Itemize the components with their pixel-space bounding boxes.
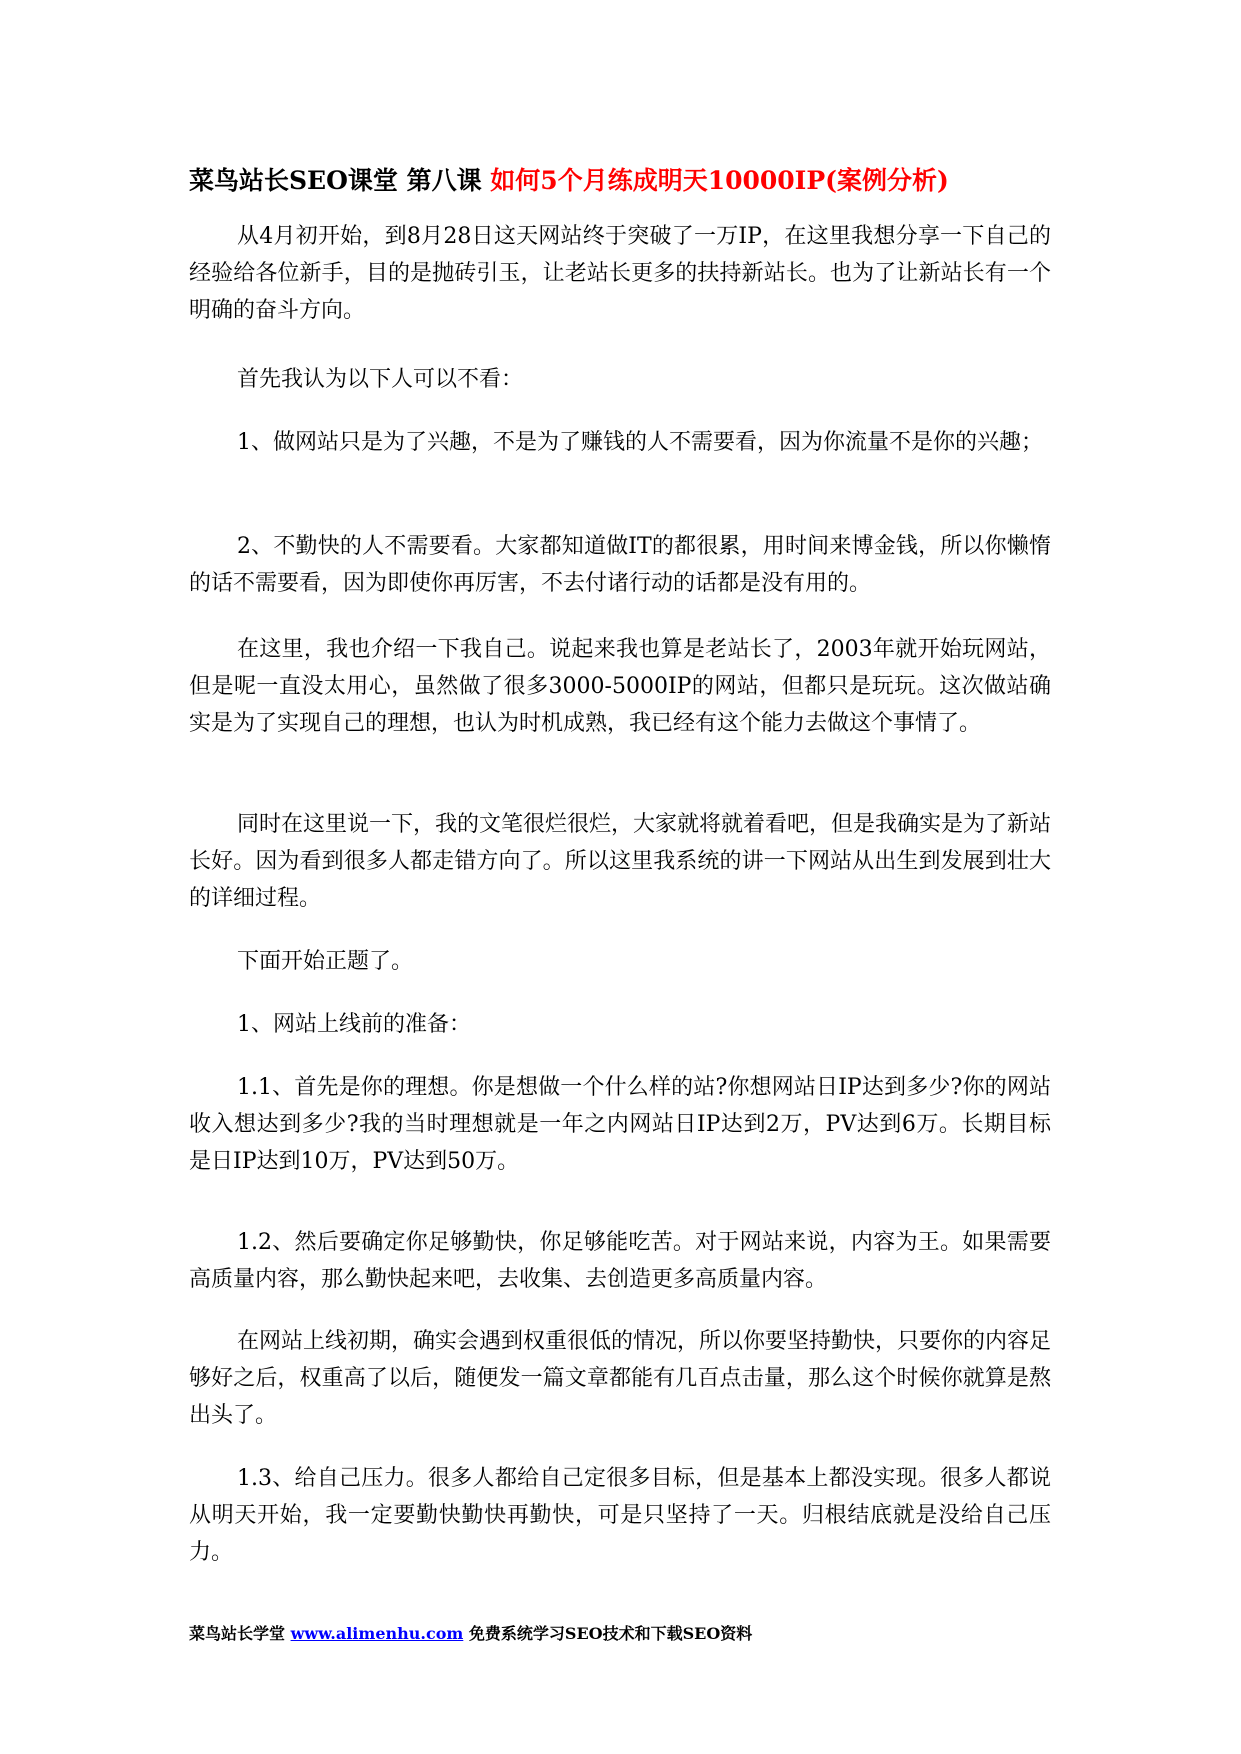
paragraph-about-me: 在这里，我也介绍一下我自己。说起来我也算是老站长了，2003年就开始玩网站，但是呢一直没太用心，虽然做了很多3000-5000IP的网站，但都只是玩玩。这次做站确实是为了实现自己的理想，也认为时机成熟，我已经有这个能力去做这个事情了。 [189, 637, 1051, 736]
footer-site-name: 菜鸟站长学堂 [189, 1624, 291, 1643]
paragraph-1-1: 1.1、首先是你的理想。你是想做一个什么样的站?你想网站日IP达到多少?你的网站收入想达到多少?我的当时理想就是一年之内网站日IP达到2万，PV达到6万。长期目标是日IP达到10万，PV达到50万。 [189, 1075, 1051, 1174]
paragraph-audience: 首先我认为以下人可以不看： [237, 367, 524, 392]
document-page [189, 0, 1051, 1754]
page-footer [189, 1623, 752, 1645]
title-lesson-heading: 如何5个月练成明天10000IP(案例分析) [490, 166, 949, 195]
paragraph-intro: 从4月初开始，到8月28日这天网站终于突破了一万IP，在这里我想分享一下自己的经验给各位新手，目的是抛砖引玉，让老站长更多的扶持新站长。也为了让新站长有一个明确的奋斗方向。 [189, 224, 1051, 323]
paragraph-1-3: 1.3、给自己压力。很多人都给自己定很多目标，但是基本上都没实现。很多人都说从明天开始，我一定要勤快勤快再勤快，可是只坚持了一天。归根结底就是没给自己压力。 [189, 1466, 1051, 1565]
section-heading-1: 1、网站上线前的准备： [237, 1012, 471, 1037]
paragraph-point-1: 1、做网站只是为了兴趣，不是为了赚钱的人不需要看，因为你流量不是你的兴趣； [237, 430, 1043, 455]
paragraph-point-2: 2、不勤快的人不需要看。大家都知道做IT的都很累，用时间来博金钱，所以你懒惰的话不需要看，因为即使你再厉害，不去付诸行动的话都是没有用的。 [189, 534, 1051, 596]
page-title [189, 165, 1069, 197]
paragraph-start: 下面开始正题了。 [237, 949, 414, 974]
title-course-label: 菜鸟站长SEO课堂 第八课 [189, 166, 491, 195]
paragraph-1-2: 1.2、然后要确定你足够勤快，你足够能吃苦。对于网站来说，内容为王。如果需要高质量内容，那么勤快起来吧，去收集、去创造更多高质量内容。 [189, 1230, 1051, 1292]
footer-tagline: 免费系统学习SEO技术和下载SEO资料 [463, 1624, 753, 1643]
paragraph-1-2-cont: 在网站上线初期，确实会遇到权重很低的情况，所以你要坚持勤快，只要你的内容足够好之后，权重高了以后，随便发一篇文章都能有几百点击量，那么这个时候你就算是熬出头了。 [189, 1329, 1052, 1428]
footer-site-link[interactable]: www.alimenhu.com [290, 1624, 464, 1643]
paragraph-note: 同时在这里说一下，我的文笔很烂很烂，大家就将就着看吧，但是我确实是为了新站长好。因为看到很多人都走错方向了。所以这里我系统的讲一下网站从出生到发展到壮大的详细过程。 [189, 812, 1052, 911]
